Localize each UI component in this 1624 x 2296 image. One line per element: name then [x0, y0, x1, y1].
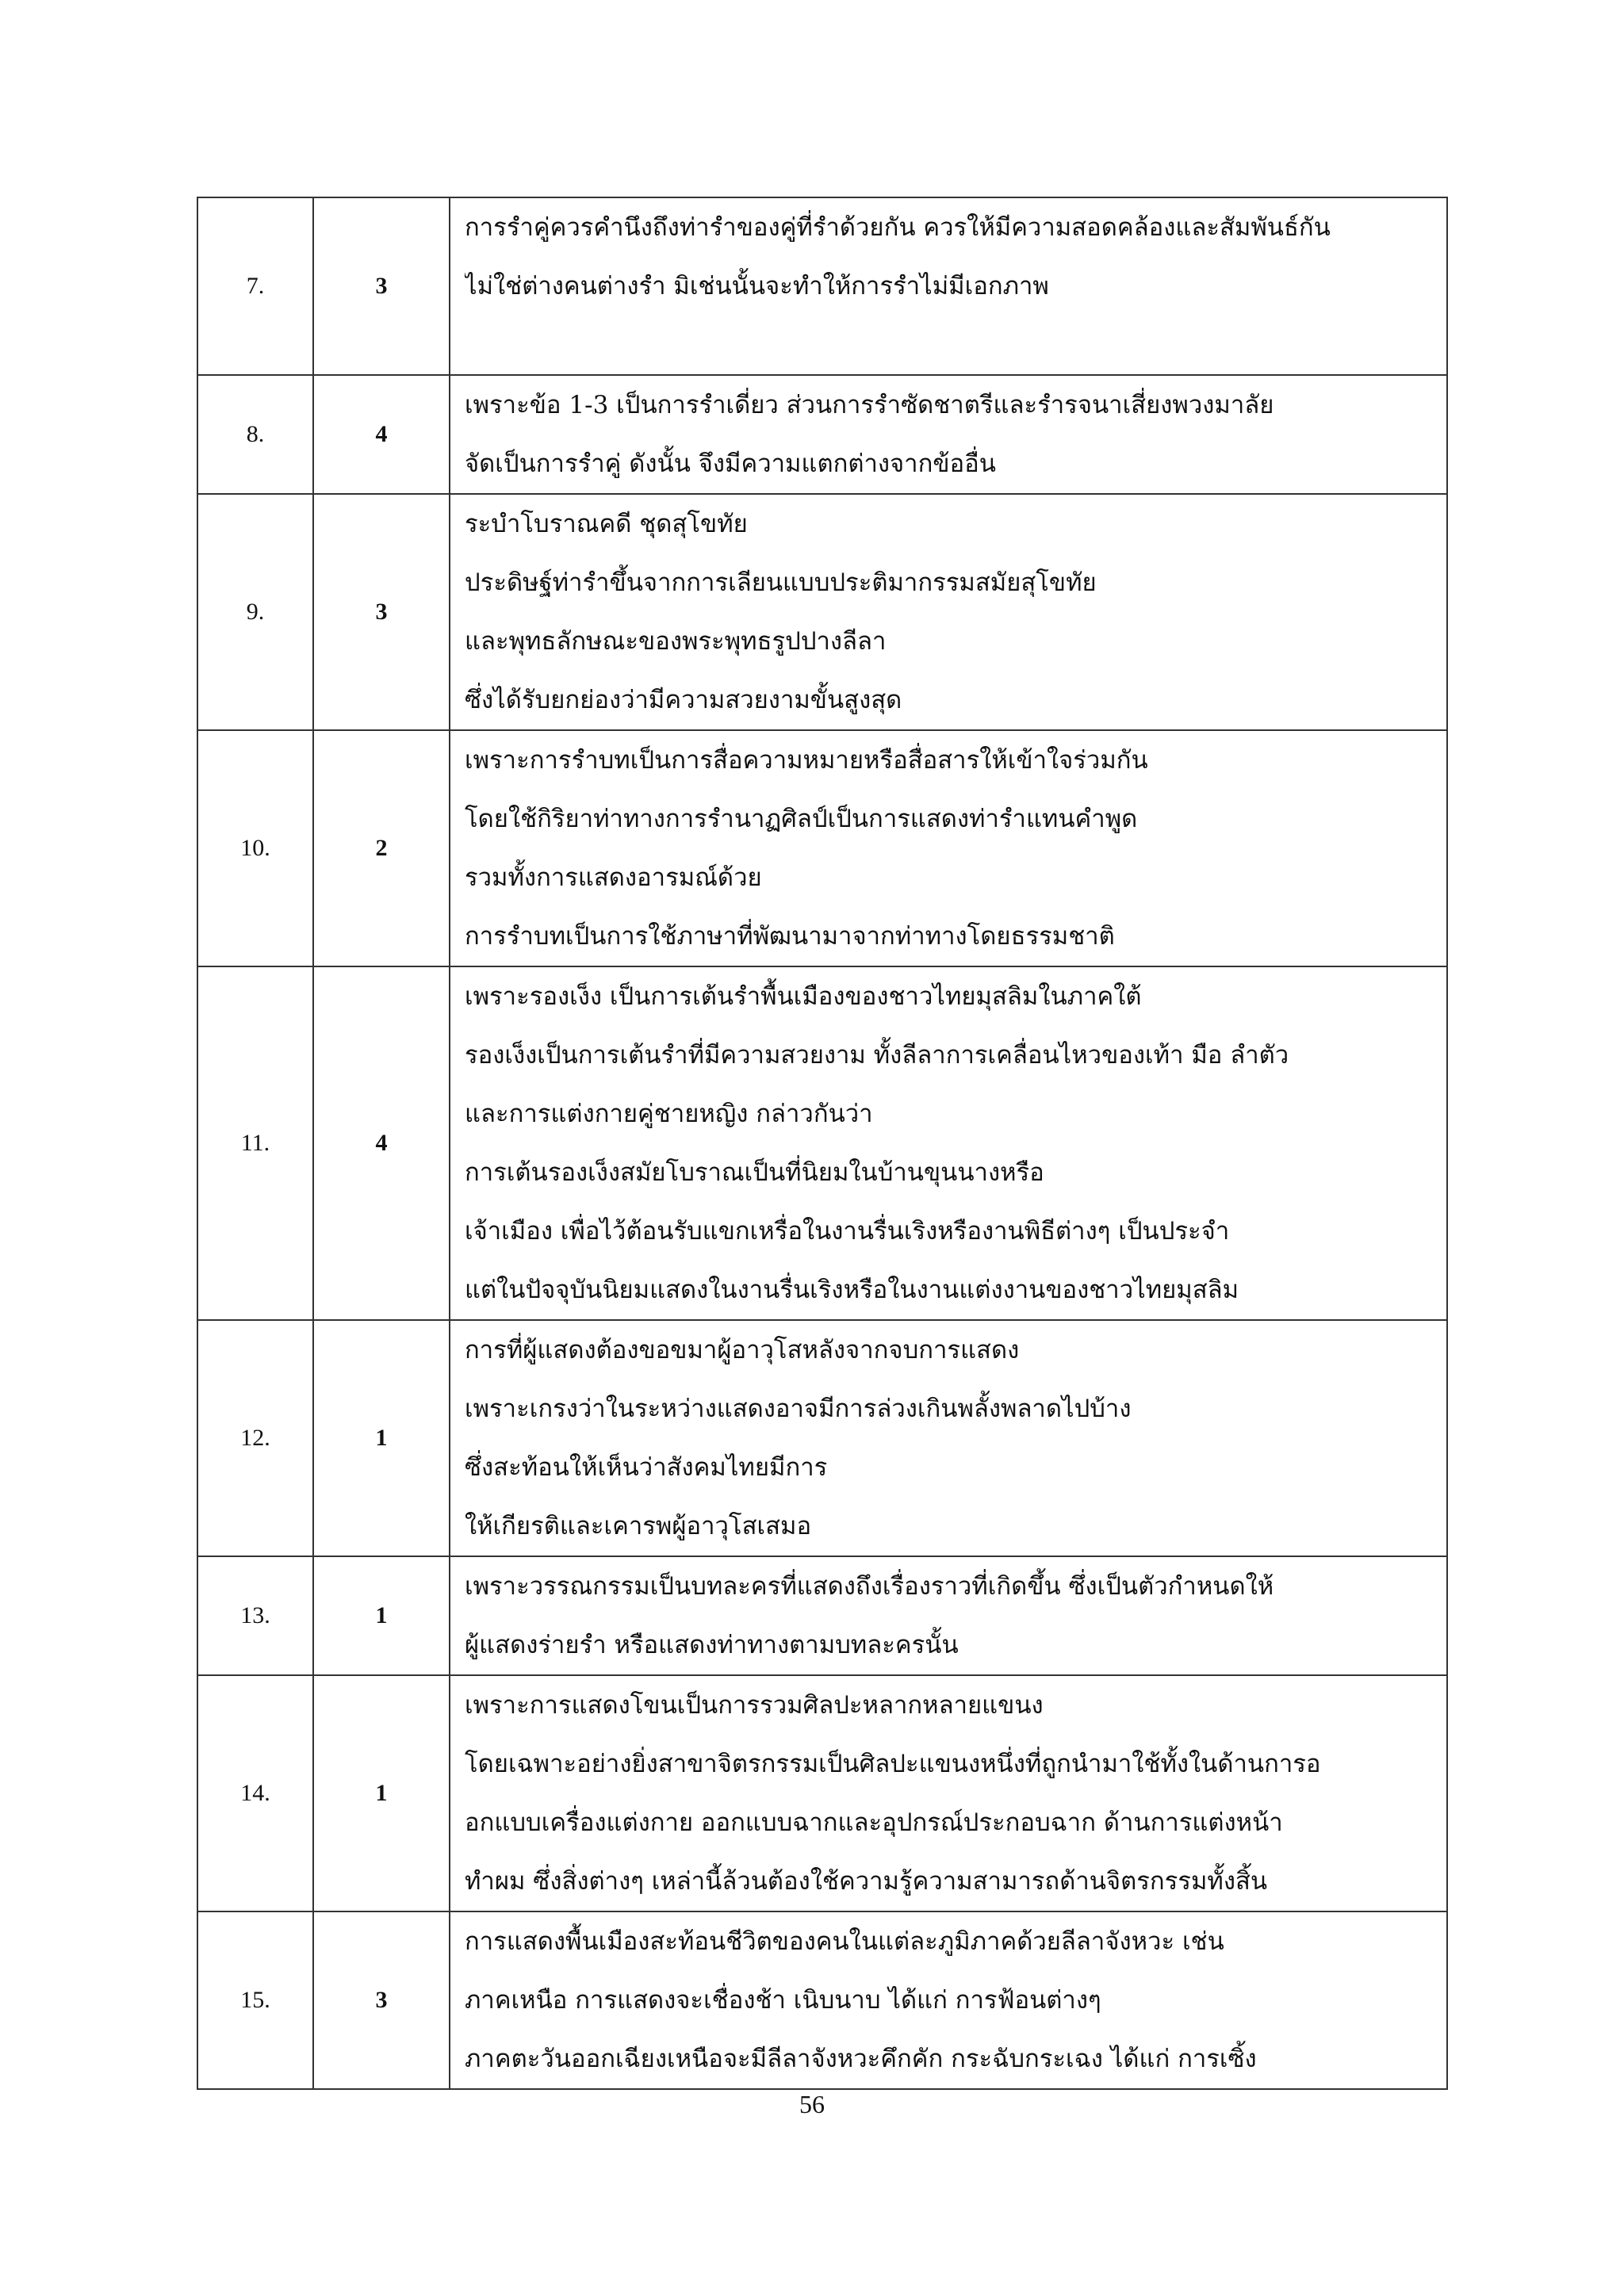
question-number: 12.	[197, 1320, 313, 1556]
explanation-line: ซึ่งสะท้อนให้เห็นว่าสังคมไทยมีการ	[465, 1453, 828, 1482]
explanation-line	[465, 316, 1440, 374]
explanation-line: การรำคู่ควรคำนึงถึงท่ารำของคู่ที่รำด้วยกัน ควรให้มีความสอดคล้องและสัมพันธ์กัน	[465, 213, 1331, 242]
question-number: 13.	[197, 1556, 313, 1675]
explanation-line: ทำผม ซึ่งสิ่งต่างๆ เหล่านี้ล้วนต้องใช้ความรู้ความสามารถด้านจิตรกรรมทั้งสิ้น	[465, 1867, 1268, 1896]
explanation	[450, 1675, 1447, 1911]
page-number: 56	[799, 2090, 825, 2118]
table-row	[197, 730, 1447, 966]
table-row	[197, 1556, 1447, 1675]
table-row	[197, 966, 1447, 1320]
question-number: 10.	[197, 730, 313, 966]
table-row	[197, 375, 1447, 494]
explanation-line: ไม่ใช่ต่างคนต่างรำ มิเช่นนั้นจะทำให้การรำไม่มีเอกภาพ	[465, 272, 1049, 300]
answer-choice: 1	[313, 1556, 450, 1675]
explanation-line: รวมทั้งการแสดงอารมณ์ด้วย	[465, 863, 762, 892]
explanation-line: โดยเฉพาะอย่างยิ่งสาขาจิตรกรรมเป็นศิลปะแขนงหนึ่งที่ถูกนำมาใช้ทั้งในด้านการอ	[465, 1750, 1321, 1778]
table-row	[197, 494, 1447, 730]
explanation-line: ผู้แสดงร่ายรำ หรือแสดงท่าทางตามบทละครนั้น	[465, 1631, 959, 1659]
question-number: 11.	[197, 966, 313, 1320]
explanation-line: และการแต่งกายคู่ชายหญิง กล่าวกันว่า	[465, 1100, 873, 1128]
explanation-line: ภาคตะวันออกเฉียงเหนือจะมีลีลาจังหวะคึกคัก กระฉับกระเฉง ได้แก่ การเซิ้ง	[465, 2045, 1257, 2073]
answer-choice: 4	[313, 966, 450, 1320]
explanation-line: การรำบทเป็นการใช้ภาษาที่พัฒนามาจากท่าทางโดยธรรมชาติ	[465, 922, 1115, 951]
question-number: 14.	[197, 1675, 313, 1911]
explanation-line: เพราะเกรงว่าในระหว่างแสดงอาจมีการล่วงเกินพลั้งพลาดไปบ้าง	[465, 1395, 1132, 1423]
explanation	[450, 966, 1447, 1320]
explanation-line: ประดิษฐ์ท่ารำขึ้นจากการเลียนแบบประติมากรรมสมัยสุโขทัย	[465, 568, 1097, 597]
explanation	[450, 730, 1447, 966]
question-number: 7.	[197, 197, 313, 375]
answer-choice: 4	[313, 375, 450, 494]
explanation-line: จัดเป็นการรำคู่ ดังนั้น จึงมีความแตกต่างจากข้ออื่น	[465, 450, 996, 478]
question-number: 8.	[197, 375, 313, 494]
table-row	[197, 1911, 1447, 2089]
explanation	[450, 1911, 1447, 2089]
explanation-line: ภาคเหนือ การแสดงจะเชื่องช้า เนิบนาบ ได้แก่ การฟ้อนต่างๆ	[465, 1986, 1101, 2015]
explanation-line: อกแบบเครื่องแต่งกาย ออกแบบฉากและอุปกรณ์ประกอบฉาก ด้านการแต่งหน้า	[465, 1808, 1283, 1837]
answer-choice: 3	[313, 1911, 450, 2089]
answer-choice: 3	[313, 494, 450, 730]
table-row	[197, 197, 1447, 375]
answer-choice: 1	[313, 1675, 450, 1911]
explanation-line: แต่ในปัจจุบันนิยมแสดงในงานรื่นเริงหรือในงานแต่งงานของชาวไทยมุสลิม	[465, 1276, 1239, 1304]
explanation-line: เพราะการรำบทเป็นการสื่อความหมายหรือสื่อสารให้เข้าใจร่วมกัน	[465, 746, 1148, 775]
answer-choice: 1	[313, 1320, 450, 1556]
answer-choice: 3	[313, 197, 450, 375]
explanation	[450, 375, 1447, 494]
explanation-line: เพราะรองเง็ง เป็นการเต้นรำพื้นเมืองของชาวไทยมุสลิมในภาคใต้	[465, 982, 1142, 1011]
explanation-line: การเต้นรองเง็งสมัยโบราณเป็นที่นิยมในบ้านขุนนางหรือ	[465, 1158, 1044, 1187]
explanation	[450, 1556, 1447, 1675]
table-row	[197, 1675, 1447, 1911]
explanation	[450, 494, 1447, 730]
table-row	[197, 1320, 1447, 1556]
explanation-line: การที่ผู้แสดงต้องขอขมาผู้อาวุโสหลังจากจบการแสดง	[465, 1336, 1020, 1364]
explanation-line: ซึ่งได้รับยกย่องว่ามีความสวยงามขั้นสูงสุด	[465, 686, 902, 714]
explanation-line: เจ้าเมือง เพื่อไว้ต้อนรับแขกเหรื่อในงานรื่นเริงหรืองานพิธีต่างๆ เป็นประจำ	[465, 1217, 1230, 1246]
table-body	[197, 197, 1447, 2089]
explanation-line: เพราะวรรณกรรมเป็นบทละครที่แสดงถึงเรื่องราวที่เกิดขึ้น ซึ่งเป็นตัวกำหนดให้	[465, 1572, 1274, 1601]
question-number: 15.	[197, 1911, 313, 2089]
question-number: 9.	[197, 494, 313, 730]
explanation-line: รองเง็งเป็นการเต้นรำที่มีความสวยงาม ทั้งลีลาการเคลื่อนไหวของเท้า มือ ลำตัว	[465, 1041, 1289, 1070]
answer-explanation-table	[197, 197, 1448, 2090]
explanation-line: การแสดงพื้นเมืองสะท้อนชีวิตของคนในแต่ละภูมิภาคด้วยลีลาจังหวะ เช่น	[465, 1927, 1224, 1956]
explanation	[450, 1320, 1447, 1556]
explanation-line: โดยใช้กิริยาท่าทางการรำนาฏศิลป์เป็นการแสดงท่ารำแทนคำพูด	[465, 805, 1138, 833]
explanation-line: ระบำโบราณคดี ชุดสุโขทัย	[465, 510, 748, 538]
explanation-line: ให้เกียรติและเคารพผู้อาวุโสเสมอ	[465, 1512, 812, 1540]
explanation-line: เพราะการแสดงโขนเป็นการรวมศิลปะหลากหลายแขนง	[465, 1691, 1044, 1720]
explanation-line: เพราะข้อ 1-3 เป็นการรำเดี่ยว ส่วนการรำซัดชาตรีและรำรจนาเสี่ยงพวงมาลัย	[465, 391, 1274, 419]
explanation	[450, 197, 1447, 375]
explanation-line: และพุทธลักษณะของพระพุทธรูปปางลีลา	[465, 627, 887, 656]
answer-choice: 2	[313, 730, 450, 966]
